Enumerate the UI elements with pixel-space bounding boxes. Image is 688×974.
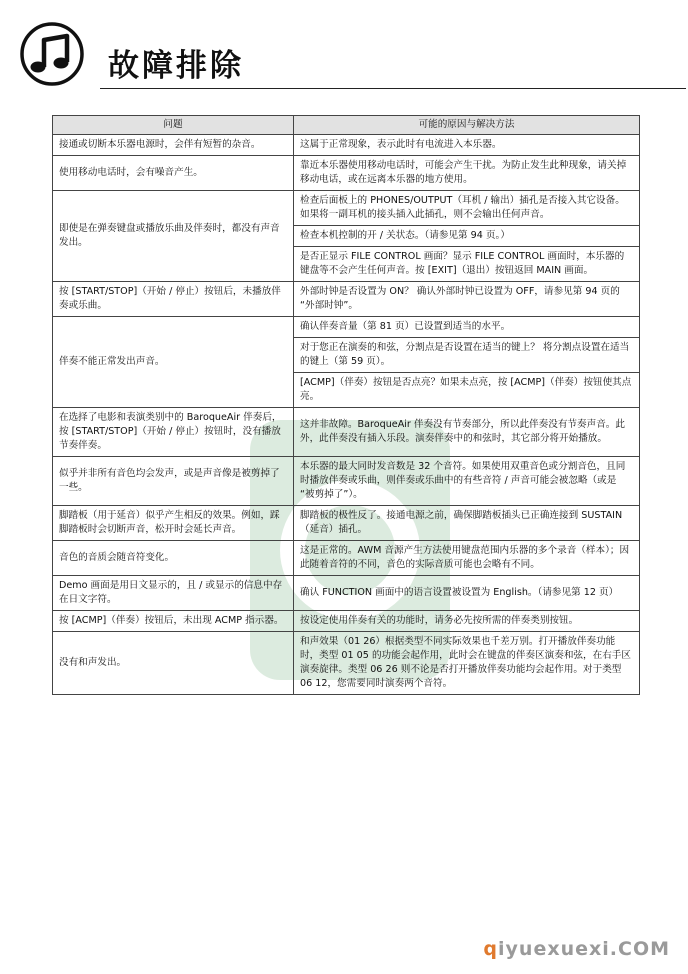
solution-cell: 外部时钟是否设置为 ON？ 确认外部时钟已设置为 OFF，请参见第 94 页的 “外部时钟”。: [294, 282, 640, 317]
solution-cell: 这属于正常现象，表示此时有电流进入本乐器。: [294, 135, 640, 156]
table-row: [53, 576, 640, 611]
table-row: [53, 317, 640, 338]
table-row: [53, 632, 640, 695]
solution-cell: 这是正常的。AWM 音源产生方法使用键盘范围内乐器的多个录音（样本）；因此随着音符的不同，音色的实际音质可能也会略有不同。: [294, 541, 640, 576]
problem-cell: 没有和声发出。: [53, 632, 294, 695]
solution-cell: 确认 FUNCTION 画面中的语言设置被设置为 English。（请参见第 12 页）: [294, 576, 640, 611]
problem-cell: 使用移动电话时，会有噪音产生。: [53, 156, 294, 191]
table-row: [53, 282, 640, 317]
problem-cell: 按 [START/STOP]（开始 / 停止）按钮后，未播放伴奏或乐曲。: [53, 282, 294, 317]
solution-cell: 是否正显示 FILE CONTROL 画面？显示 FILE CONTROL 画面时，本乐器的键盘等不会产生任何声音。按 [EXIT]（退出）按钮返回 MAIN 画面。: [294, 247, 640, 282]
solution-cell: [ACMP]（伴奏）按钮是否点亮？如果未点亮，按 [ACMP]（伴奏）按钮使其点亮。: [294, 373, 640, 408]
table-row: [53, 457, 640, 506]
solution-cell: 本乐器的最大同时发音数是 32 个音符。如果使用双重音色或分割音色，且同时播放伴奏或乐曲，则伴奏或乐曲中的有些音符 / 声音可能会被忽略（或是 “被剪掉了”）。: [294, 457, 640, 506]
problem-cell: 在选择了电影和表演类别中的 BaroqueAir 伴奏后，按 [START/STOP]（开始 / 停止）按钮时，没有播放节奏伴奏。: [53, 408, 294, 457]
table-row: [53, 156, 640, 191]
table-body: [53, 135, 640, 695]
page-header: [14, 14, 674, 94]
page-title: 故障排除: [108, 48, 244, 84]
problem-cell: 按 [ACMP]（伴奏）按钮后，未出现 ACMP 指示器。: [53, 611, 294, 632]
problem-cell: Demo 画面是用日文显示的，且 / 或显示的信息中存在日文字符。: [53, 576, 294, 611]
table-row: [53, 408, 640, 457]
table-row: [53, 506, 640, 541]
solution-cell: 脚踏板的极性反了。接通电源之前，确保脚踏板插头已正确连接到 SUSTAIN（延音）插孔。: [294, 506, 640, 541]
solution-cell: 靠近本乐器使用移动电话时，可能会产生干扰。为防止发生此种现象，请关掉移动电话，或在远离本乐器的地方使用。: [294, 156, 640, 191]
solution-cell: 按设定使用伴奏有关的功能时，请务必先按所需的伴奏类别按钮。: [294, 611, 640, 632]
solution-cell: 这并非故障。BaroqueAir 伴奏没有节奏部分，所以此伴奏没有节奏声音。此外，此伴奏没有插入乐段。演奏伴奏中的和弦时，其它部分将开始播放。: [294, 408, 640, 457]
problem-cell: 音色的音质会随音符变化。: [53, 541, 294, 576]
header-divider: [100, 88, 686, 89]
problem-cell: 似乎并非所有音色均会发声，或是声音像是被剪掉了一些。: [53, 457, 294, 506]
solution-cell: 确认伴奏音量（第 81 页）已设置到适当的水平。: [294, 317, 640, 338]
problem-cell: 即使是在弹奏键盘或播放乐曲及伴奏时，都没有声音发出。: [53, 191, 294, 282]
problem-cell: 伴奏不能正常发出声音。: [53, 317, 294, 408]
table-row: [53, 611, 640, 632]
problem-cell: 接通或切断本乐器电源时，会伴有短暂的杂音。: [53, 135, 294, 156]
table-row: [53, 191, 640, 226]
table-row: [53, 135, 640, 156]
solution-cell: 和声效果（01 26）根据类型不同实际效果也千差万别。打开播放伴奏功能时，类型 01 05 的功能会起作用，此时会在键盘的伴奏区演奏和弦，在右手区演奏旋律。类型 06 26 则不论是否打开播放伴奏功能均会起作用。对于类型 06 12，您需要同时演奏两个音符。: [294, 632, 640, 695]
table-header-row: [53, 116, 640, 135]
problem-cell: 脚踏板（用于延音）似乎产生相反的效果。例如，踩脚踏板时会切断声音，松开时会延长声音。: [53, 506, 294, 541]
solution-cell: 检查后面板上的 PHONES/OUTPUT（耳机 / 输出）插孔是否接入其它设备。如果将一副耳机的接头插入此插孔，则不会输出任何声音。: [294, 191, 640, 226]
solution-cell: 检查本机控制的开 / 关状态。（请参见第 94 页。）: [294, 226, 640, 247]
table-row: [53, 541, 640, 576]
site-watermark: qiyuexuexi.COM: [483, 938, 670, 960]
column-header-solution: 可能的原因与解决方法: [294, 116, 640, 135]
solution-cell: 对于您正在演奏的和弦，分割点是否设置在适当的键上？ 将分割点设置在适当的键上（第 59 页）。: [294, 338, 640, 373]
troubleshooting-table: [52, 115, 640, 695]
music-note-icon: [18, 20, 86, 88]
column-header-problem: 问题: [53, 116, 294, 135]
